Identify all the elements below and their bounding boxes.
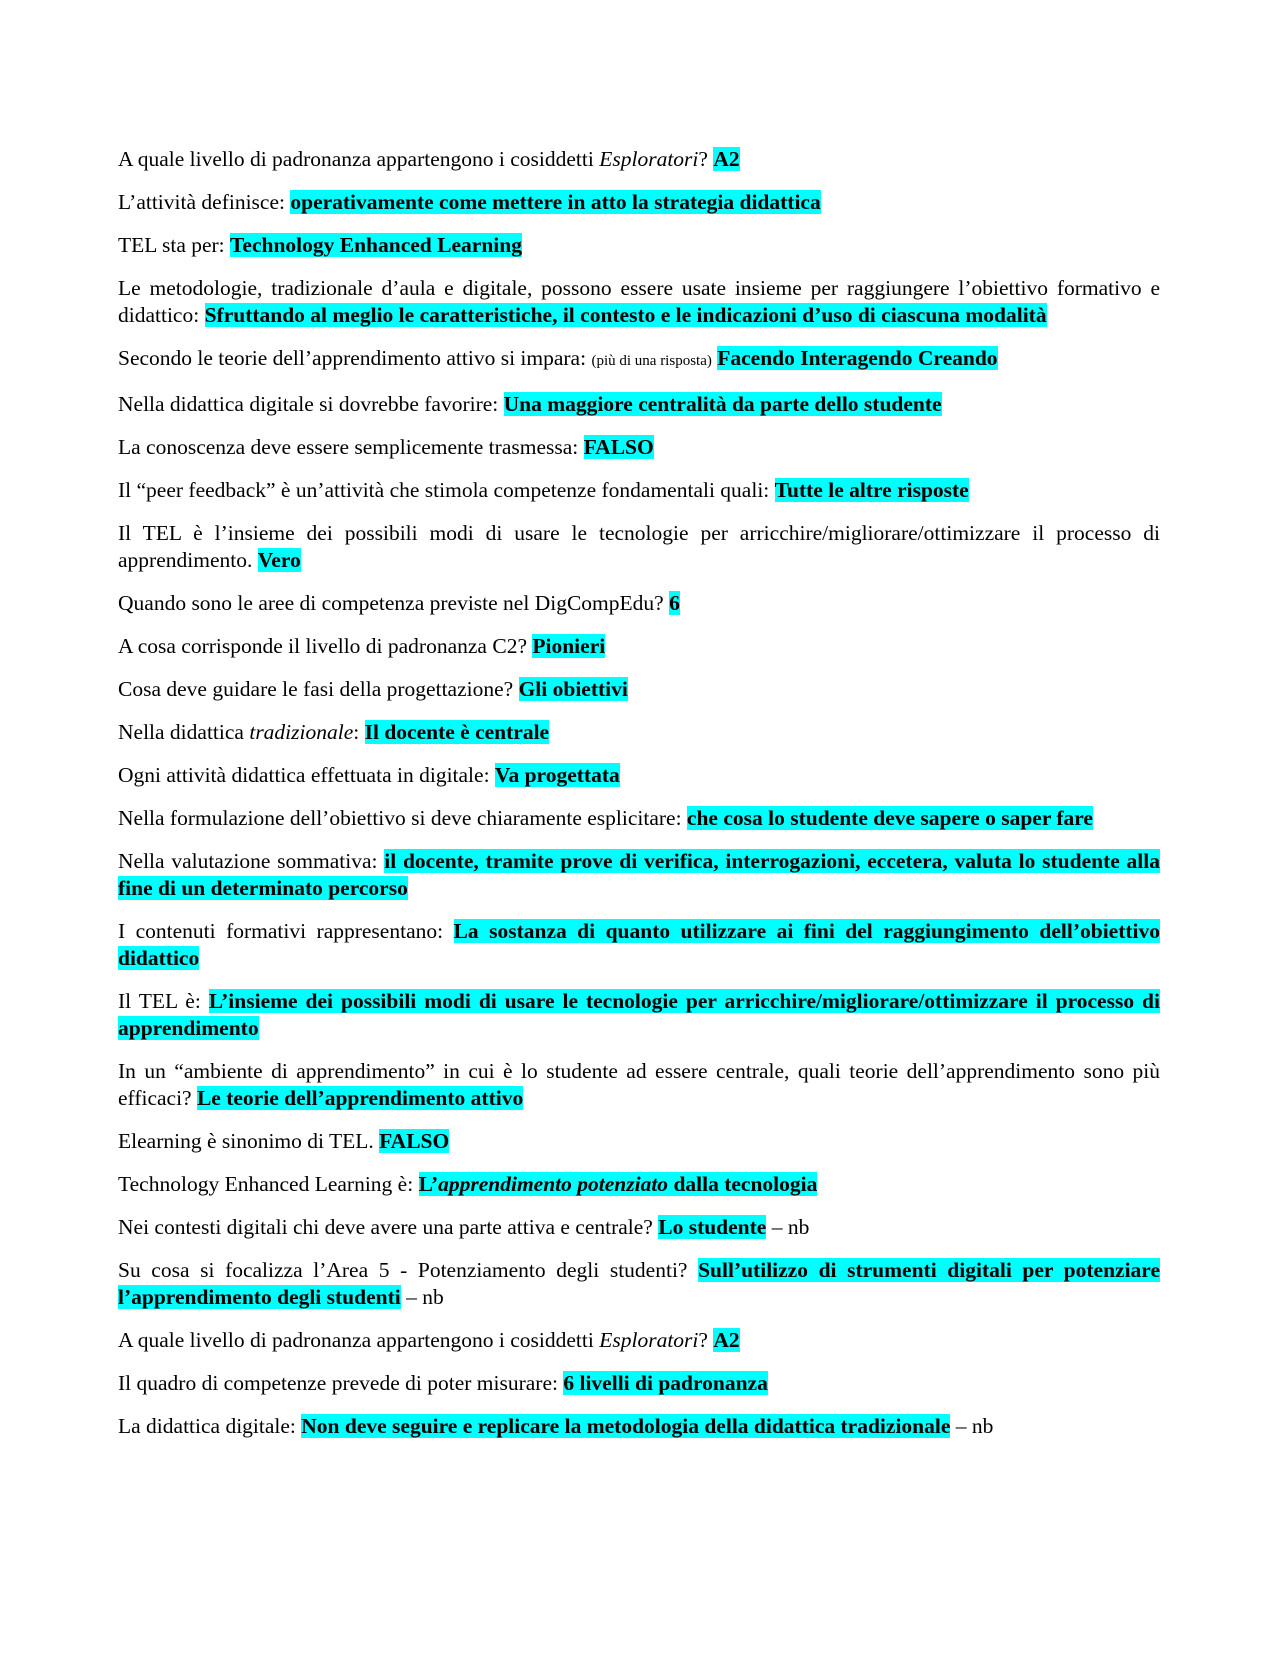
answer-note: – nb	[766, 1215, 810, 1239]
highlighted-answer: Vero	[257, 548, 301, 572]
question-text: I contenuti formativi rappresentano:	[118, 919, 454, 943]
highlighted-answer: Pionieri	[532, 634, 606, 658]
question-text: Cosa deve guidare le fasi della progettazione?	[118, 677, 519, 701]
qa-item	[118, 805, 1160, 832]
question-text-end: ?	[698, 1328, 714, 1352]
question-text: Nella formulazione dell’obiettivo si deve chiaramente esplicitare:	[118, 806, 687, 830]
qa-item	[118, 275, 1160, 329]
highlighted-answer: FALSO	[379, 1129, 450, 1153]
question-emphasis: tradizionale	[249, 720, 354, 744]
highlighted-answer: Il docente è centrale	[364, 720, 550, 744]
qa-item	[118, 1128, 1160, 1155]
question-text: Il “peer feedback” è un’attività che stimola competenze fondamentali quali:	[118, 478, 775, 502]
question-emphasis: Esploratori	[599, 147, 699, 171]
qa-item	[118, 1171, 1160, 1198]
answer-rest: dalla tecnologia	[668, 1172, 818, 1196]
highlighted-answer: Lo studente	[658, 1215, 767, 1239]
document-page	[118, 146, 1160, 1440]
question-note: (più di una risposta)	[591, 353, 712, 369]
answer-prefix: L’	[418, 1172, 439, 1196]
answer-emphasis: apprendimento potenziato	[438, 1172, 669, 1196]
answer-note: – nb	[400, 1285, 444, 1309]
qa-item	[118, 676, 1160, 703]
highlighted-answer: che cosa lo studente deve sapere o saper fare	[686, 806, 1093, 830]
answer-note: – nb	[950, 1414, 994, 1438]
question-text: A quale livello di padronanza appartengono i cosiddetti	[118, 1328, 600, 1352]
question-text: Nella didattica	[118, 720, 250, 744]
qa-item	[118, 146, 1160, 173]
question-text: In un “ambiente di apprendimento” in cui è lo studente ad essere centrale, quali teorie dell’apprendimento sono più efficaci?	[118, 1059, 1160, 1110]
question-text: Nella valutazione sommativa:	[118, 849, 385, 873]
highlighted-answer: Va progettata	[494, 763, 620, 787]
highlighted-answer: Sfruttando al meglio le caratteristiche, il contesto e le indicazioni d’uso di ciascuna modalità	[204, 303, 1047, 327]
question-text: Le metodologie, tradizionale d’aula e digitale, possono essere usate insieme per raggiungere l’obiettivo formativo e didattico:	[118, 276, 1160, 327]
highlighted-answer: 6 livelli di padronanza	[563, 1371, 768, 1395]
qa-item	[118, 434, 1160, 461]
qa-item	[118, 391, 1160, 418]
qa-item	[118, 1058, 1160, 1112]
question-text: TEL sta per:	[118, 233, 231, 257]
question-emphasis: Esploratori	[599, 1328, 699, 1352]
qa-item	[118, 719, 1160, 746]
qa-item	[118, 520, 1160, 574]
qa-item	[118, 1327, 1160, 1354]
question-text: Nei contesti digitali chi deve avere una parte attiva e centrale?	[118, 1215, 659, 1239]
highlighted-answer: Tutte le altre risposte	[774, 478, 969, 502]
highlighted-answer: L’insieme dei possibili modi di usare le tecnologie per arricchire/migliorare/ottimizzare il processo di apprendimento	[118, 989, 1160, 1040]
question-text: Ogni attività didattica effettuata in digitale:	[118, 763, 495, 787]
highlighted-answer: Le teorie dell’apprendimento attivo	[196, 1086, 524, 1110]
qa-item	[118, 1413, 1160, 1440]
highlighted-answer: Facendo Interagendo Creando	[717, 346, 998, 370]
highlighted-answer: Gli obiettivi	[518, 677, 628, 701]
qa-item	[118, 1370, 1160, 1397]
highlighted-answer: La sostanza di quanto utilizzare ai fini del raggiungimento dell’obiettivo didattico	[118, 919, 1160, 970]
question-text: Su cosa si focalizza l’Area 5 - Potenziamento degli studenti?	[118, 1258, 699, 1282]
question-text: L’attività definisce:	[118, 190, 291, 214]
qa-item	[118, 633, 1160, 660]
highlighted-answer	[419, 1172, 818, 1196]
question-text: Il TEL è:	[118, 989, 209, 1013]
qa-item	[118, 988, 1160, 1042]
qa-item	[118, 477, 1160, 504]
highlighted-answer: Una maggiore centralità da parte dello studente	[503, 392, 942, 416]
question-text-end: ?	[698, 147, 714, 171]
question-text: Il quadro di competenze prevede di poter misurare:	[118, 1371, 564, 1395]
question-text: Quando sono le aree di competenza previste nel DigCompEdu?	[118, 591, 670, 615]
qa-item	[118, 590, 1160, 617]
question-text: La conoscenza deve essere semplicemente trasmessa:	[118, 435, 584, 459]
highlighted-answer: il docente, tramite prove di verifica, interrogazioni, eccetera, valuta lo studente alla fine di un determinato percorso	[118, 849, 1160, 900]
highlighted-answer: A2	[713, 1328, 740, 1352]
highlighted-answer: operativamente come mettere in atto la strategia didattica	[290, 190, 821, 214]
question-text: Nella didattica digitale si dovrebbe favorire:	[118, 392, 504, 416]
qa-item	[118, 1257, 1160, 1311]
question-text: Il TEL è l’insieme dei possibili modi di usare le tecnologie per arricchire/migliorare/ottimizzare il processo di apprendimento.	[118, 521, 1160, 572]
qa-item	[118, 762, 1160, 789]
question-text: La didattica digitale:	[118, 1414, 302, 1438]
question-text-end: :	[353, 720, 365, 744]
question-text: Secondo le teorie dell’apprendimento attivo si impara:	[118, 346, 592, 370]
qa-item	[118, 848, 1160, 902]
highlighted-answer: Sull’utilizzo di strumenti digitali per potenziare l’apprendimento degli studenti	[118, 1258, 1160, 1309]
qa-item	[118, 918, 1160, 972]
highlighted-answer: FALSO	[583, 435, 654, 459]
question-text: Technology Enhanced Learning è:	[118, 1172, 419, 1196]
highlighted-answer: Technology Enhanced Learning	[230, 233, 522, 257]
question-text: A cosa corrisponde il livello di padronanza C2?	[118, 634, 533, 658]
highlighted-answer: Non deve seguire e replicare la metodologia della didattica tradizionale	[301, 1414, 951, 1438]
qa-item	[118, 1214, 1160, 1241]
qa-item	[118, 232, 1160, 259]
highlighted-answer: A2	[713, 147, 740, 171]
qa-item	[118, 345, 1160, 375]
question-text: A quale livello di padronanza appartengono i cosiddetti	[118, 147, 600, 171]
qa-item	[118, 189, 1160, 216]
highlighted-answer: 6	[669, 591, 680, 615]
question-text: Elearning è sinonimo di TEL.	[118, 1129, 380, 1153]
